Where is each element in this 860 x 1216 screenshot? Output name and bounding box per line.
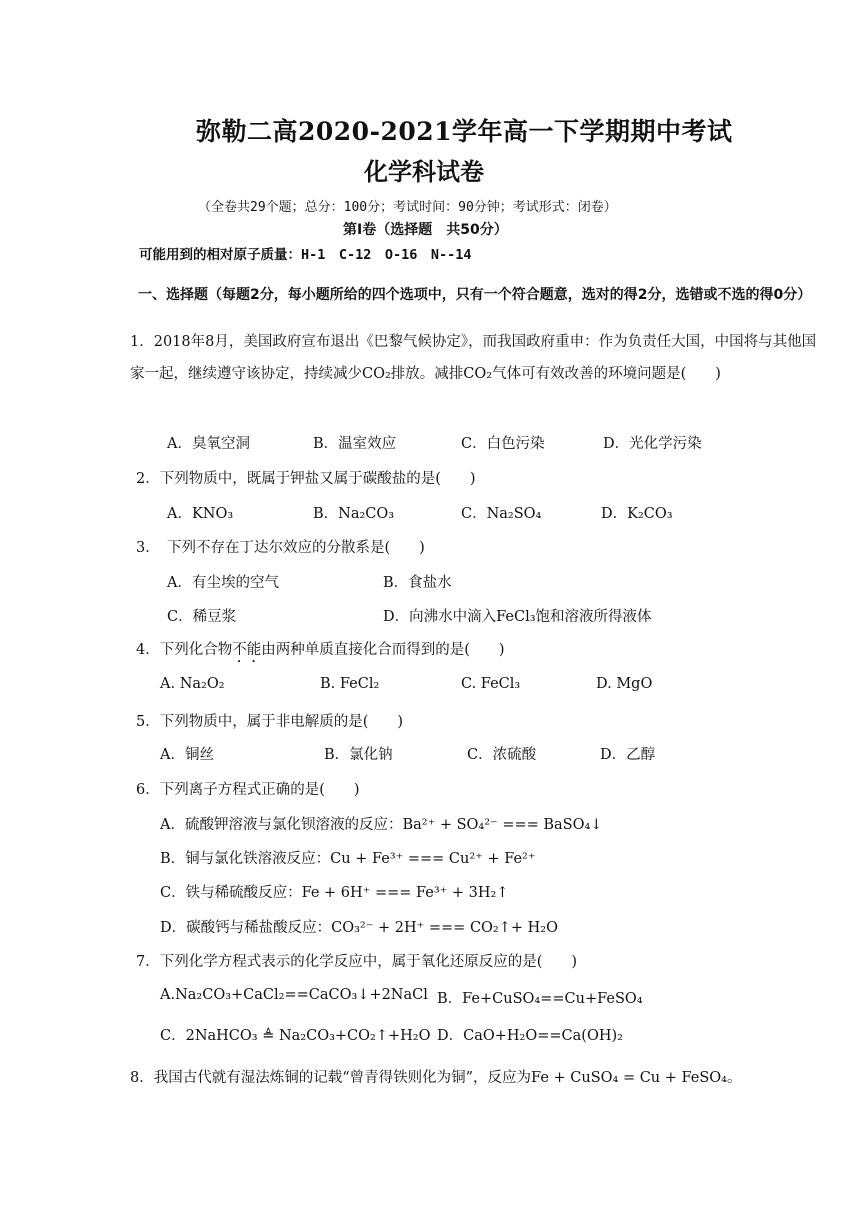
q7-option-a: A.Na₂CO₃+CaCl₂==CaCO₃↓+2NaCl — [160, 987, 428, 1003]
q3-option-d: D．向沸水中滴入FeCl₃饱和溶液所得液体 — [383, 609, 652, 625]
q2-stem: 2．下列物质中，既属于钾盐又属于碳酸盐的是( ) — [136, 471, 476, 487]
q3-stem: 3． 下列不存在丁达尔效应的分散系是( ) — [136, 540, 425, 556]
q3-option-b: B．食盐水 — [383, 575, 452, 591]
q1-stem: 1．2018年8月，美国政府宣布退出《巴黎气候协定》，而我国政府重申：作为负责任大国，中国将与其他国家一起，继续遵守该协定，持续减少CO₂排放。减排CO₂气体可有效改善的环境问题是( ) — [130, 334, 817, 382]
section1-heading: 一、选择题（每题2分，每小题所给的四个选项中，只有一个符合题意，选对的得2分，选错或不选的得0分） — [138, 287, 812, 303]
q6-option-c: C．铁与稀硫酸反应：Fe + 6H⁺ === Fe³⁺ + 3H₂↑ — [160, 885, 509, 901]
exam-note: （全卷共29个题；总分：100分；考试时间：90分钟；考试形式：闭卷） — [198, 200, 617, 215]
q5-option-d: D．乙醇 — [600, 747, 656, 763]
q3-option-c: C．稀豆浆 — [167, 609, 237, 625]
q1-option-a: A．臭氧空洞 — [167, 436, 250, 452]
q3-option-a: A．有尘埃的空气 — [167, 575, 279, 591]
q4-option-a: A. Na₂O₂ — [160, 676, 225, 692]
q7-option-c: C．2NaHCO₃ ≜ Na₂CO₃+CO₂↑+H₂O — [160, 1028, 431, 1044]
q8-stem: 8．我国古代就有湿法炼铜的记载“曾青得铁则化为铜”，反应为Fe + CuSO₄ = Cu + FeSO₄。 — [130, 1070, 742, 1086]
q5-option-c: C．浓硫酸 — [467, 747, 537, 763]
q4-stem-post: 由两种单质直接化合而得到的是( ) — [261, 642, 505, 658]
exam-title: 弥勒二高2020-2021学年高一下学期期中考试 — [196, 117, 733, 146]
q4-stem-emphasis: 不能 — [232, 642, 262, 658]
exam-subtitle: 化学科试卷 — [364, 157, 484, 186]
q5-stem: 5．下列物质中，属于非电解质的是( ) — [136, 714, 404, 730]
q5-option-a: A．铜丝 — [160, 747, 214, 763]
q1-option-c: C．白色污染 — [461, 436, 545, 452]
q6-stem: 6．下列离子方程式正确的是( ) — [136, 782, 360, 798]
part1-heading: 第Ⅰ卷（选择题 共50分） — [343, 222, 508, 238]
q6-option-a: A．硫酸钾溶液与氯化钡溶液的反应：Ba²⁺ + SO₄²⁻ === BaSO₄↓ — [160, 817, 603, 833]
q7-option-d: D．CaO+H₂O==Ca(OH)₂ — [437, 1028, 623, 1044]
q4-option-c: C. FeCl₃ — [461, 676, 521, 692]
q2-option-a: A．KNO₃ — [167, 506, 234, 522]
q7-stem: 7．下列化学方程式表示的化学反应中，属于氧化还原反应的是( ) — [136, 954, 578, 970]
q2-option-b: B．Na₂CO₃ — [313, 506, 395, 522]
q7-option-b: B．Fe+CuSO₄==Cu+FeSO₄ — [437, 991, 643, 1007]
q5-option-b: B．氯化钠 — [324, 747, 393, 763]
q2-option-d: D．K₂CO₃ — [601, 506, 673, 522]
q4-option-d: D. MgO — [596, 676, 653, 692]
q4-stem-pre: 4．下列化合物 — [136, 642, 233, 658]
q4-stem — [136, 638, 505, 666]
q4-option-b: B. FeCl₂ — [320, 676, 380, 692]
q6-option-b: B．铜与氯化铁溶液反应：Cu + Fe³⁺ === Cu²⁺ + Fe²⁺ — [160, 851, 536, 867]
q1-option-b: B．温室效应 — [313, 436, 397, 452]
q1-option-d: D．光化学污染 — [603, 436, 702, 452]
q2-option-c: C．Na₂SO₄ — [461, 506, 542, 522]
atomic-masses: 可能用到的相对原子质量：H-1 C-12 O-16 N--14 — [139, 247, 472, 263]
q6-option-d: D．碳酸钙与稀盐酸反应：CO₃²⁻ + 2H⁺ === CO₂↑+ H₂O — [160, 920, 558, 936]
